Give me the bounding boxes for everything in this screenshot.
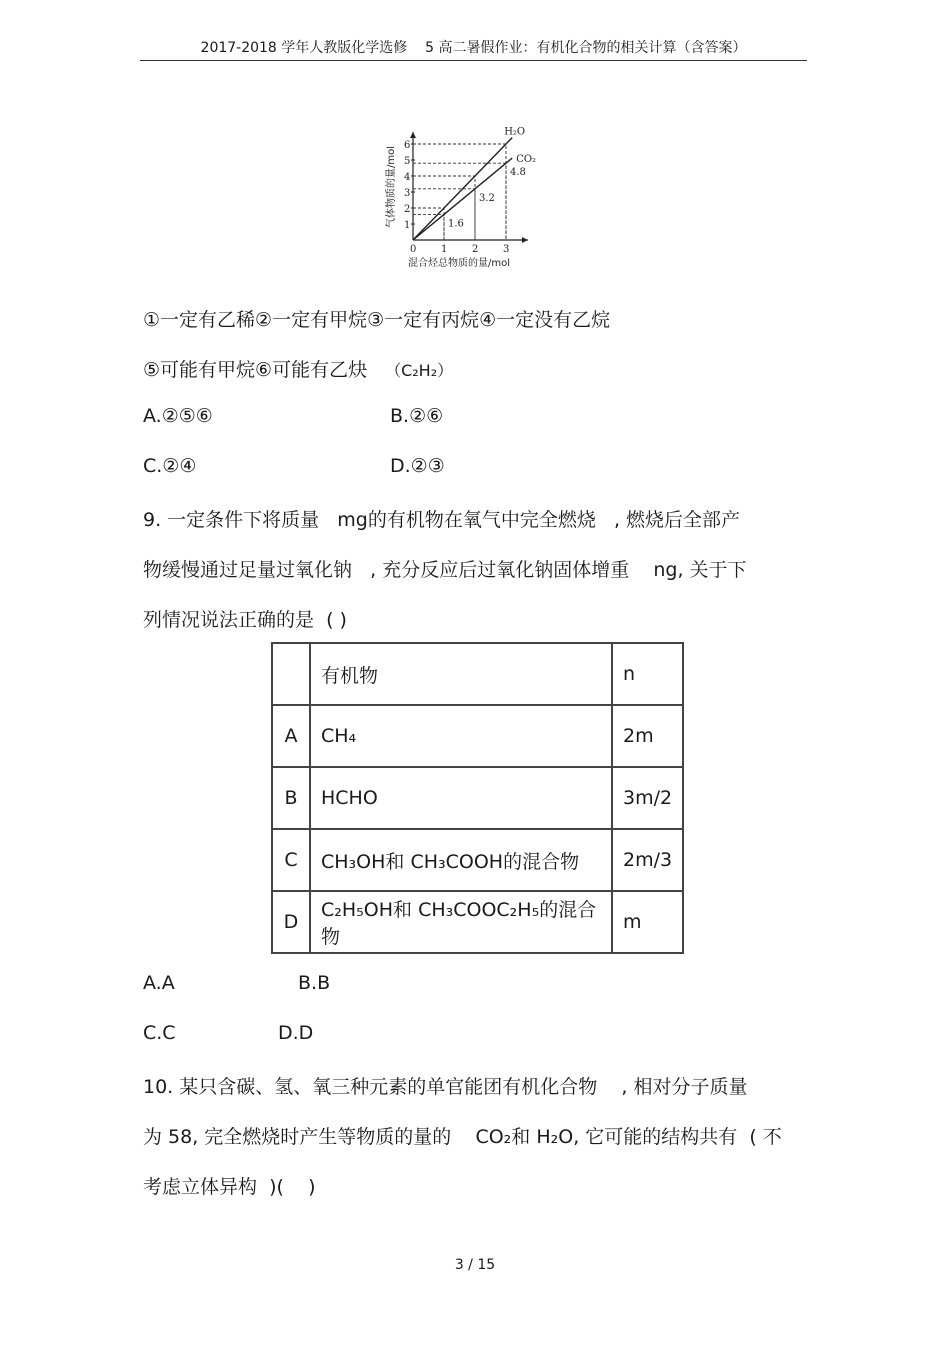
x-tick-label: 2 (472, 244, 479, 255)
q8-statement-2 (143, 355, 453, 382)
x-tick-label: 3 (503, 244, 510, 255)
table-cell-n: 2m/3 (612, 829, 683, 891)
q8-option-b[interactable]: B.②⑥ (390, 405, 444, 427)
y-tick-label: 6 (404, 140, 411, 151)
y-axis-label: 气体物质的量/mol (386, 145, 397, 228)
table-header-row (272, 643, 683, 705)
q9-option-b[interactable]: B.B (298, 972, 331, 994)
table-cell-label: A (272, 705, 310, 767)
page-header (140, 38, 807, 61)
series-label-h2o: H₂O (504, 126, 526, 138)
table-cell-compound: CH₃OH和 CH₃COOH的混合物 (310, 829, 612, 891)
q9-stem-line-1: 9. 一定条件下将质量 mg的有机物在氧气中完全燃烧 , 燃烧后全部产 (143, 509, 741, 531)
y-tick-label: 3 (404, 188, 411, 199)
x-axis-label: 混合烃总物质的量/mol (408, 258, 511, 269)
table-row (272, 891, 683, 953)
q9-option-a[interactable]: A.A (143, 972, 175, 994)
header-right: 5 高二暑假作业：有机化合物的相关计算（含答案） (425, 40, 747, 56)
table-row (272, 829, 683, 891)
q8-statement-2-text: ⑤可能有甲烷⑥可能有乙炔 (143, 359, 368, 381)
q9-stem-line-3: 列情况说法正确的是 ( ) (143, 609, 347, 631)
header-left: 2017-2018 学年人教版化学选修 (200, 40, 408, 56)
q10-stem-line-3: 考虑立体异构 )( ) (143, 1176, 316, 1198)
y-tick-label: 5 (404, 156, 411, 167)
q9-option-d[interactable]: D.D (278, 1022, 314, 1044)
q8-statement-1: ①一定有乙稀②一定有甲烷③一定有丙烷④一定没有乙烷 (143, 309, 611, 331)
table-cell-label: C (272, 829, 310, 891)
table-row (272, 767, 683, 829)
q9-option-c[interactable]: C.C (143, 1022, 176, 1044)
table-cell-n: 2m (612, 705, 683, 767)
x-tick-label: 0 (410, 244, 417, 255)
table-cell-label: D (272, 891, 310, 953)
series-label-co2: CO₂ (516, 154, 537, 166)
x-axis-arrow (522, 237, 528, 243)
table-cell-compound: HCHO (310, 767, 612, 829)
table-header-cell: 有机物 (310, 643, 612, 705)
q10-stem-line-2: 为 58, 完全燃烧时产生等物质的量的 CO₂和 H₂O, 它可能的结构共有 ( 不 (143, 1126, 782, 1148)
q10-stem-line-1: 10. 某只含碳、氢、氧三种元素的单官能团有机化合物 , 相对分子质量 (143, 1076, 748, 1098)
y-tick-label: 4 (404, 172, 411, 183)
table-row (272, 705, 683, 767)
table-cell-compound: CH₄ (310, 705, 612, 767)
table-cell-label: B (272, 767, 310, 829)
q8-option-d[interactable]: D.②③ (390, 455, 445, 477)
page-number: 3 / 15 (454, 1257, 496, 1273)
y-axis-arrow (410, 132, 416, 138)
data-label: 1.6 (448, 218, 464, 230)
q8-formula: （C₂H₂） (385, 361, 454, 380)
data-label: 3.2 (479, 192, 495, 204)
table-header-cell (272, 643, 310, 705)
q9-table (271, 642, 684, 954)
q9-stem-line-2: 物缓慢通过足量过氧化钠 , 充分反应后过氧化钠固体增重 ng, 关于下 (143, 559, 747, 581)
table-cell-n: 3m/2 (612, 767, 683, 829)
q8-option-c[interactable]: C.②④ (143, 455, 197, 477)
chart-svg (380, 120, 570, 275)
table-header-cell: n (612, 643, 683, 705)
y-tick-label: 2 (404, 204, 411, 215)
table-cell-compound: C₂H₅OH和 CH₃COOC₂H₅的混合物 (310, 891, 612, 953)
y-tick-label: 1 (404, 220, 411, 231)
q8-option-a[interactable]: A.②⑤⑥ (143, 405, 213, 427)
x-tick-label: 1 (441, 244, 448, 255)
table-cell-n: m (612, 891, 683, 953)
data-label: 4.8 (510, 167, 526, 179)
gas-amount-chart (380, 120, 570, 275)
